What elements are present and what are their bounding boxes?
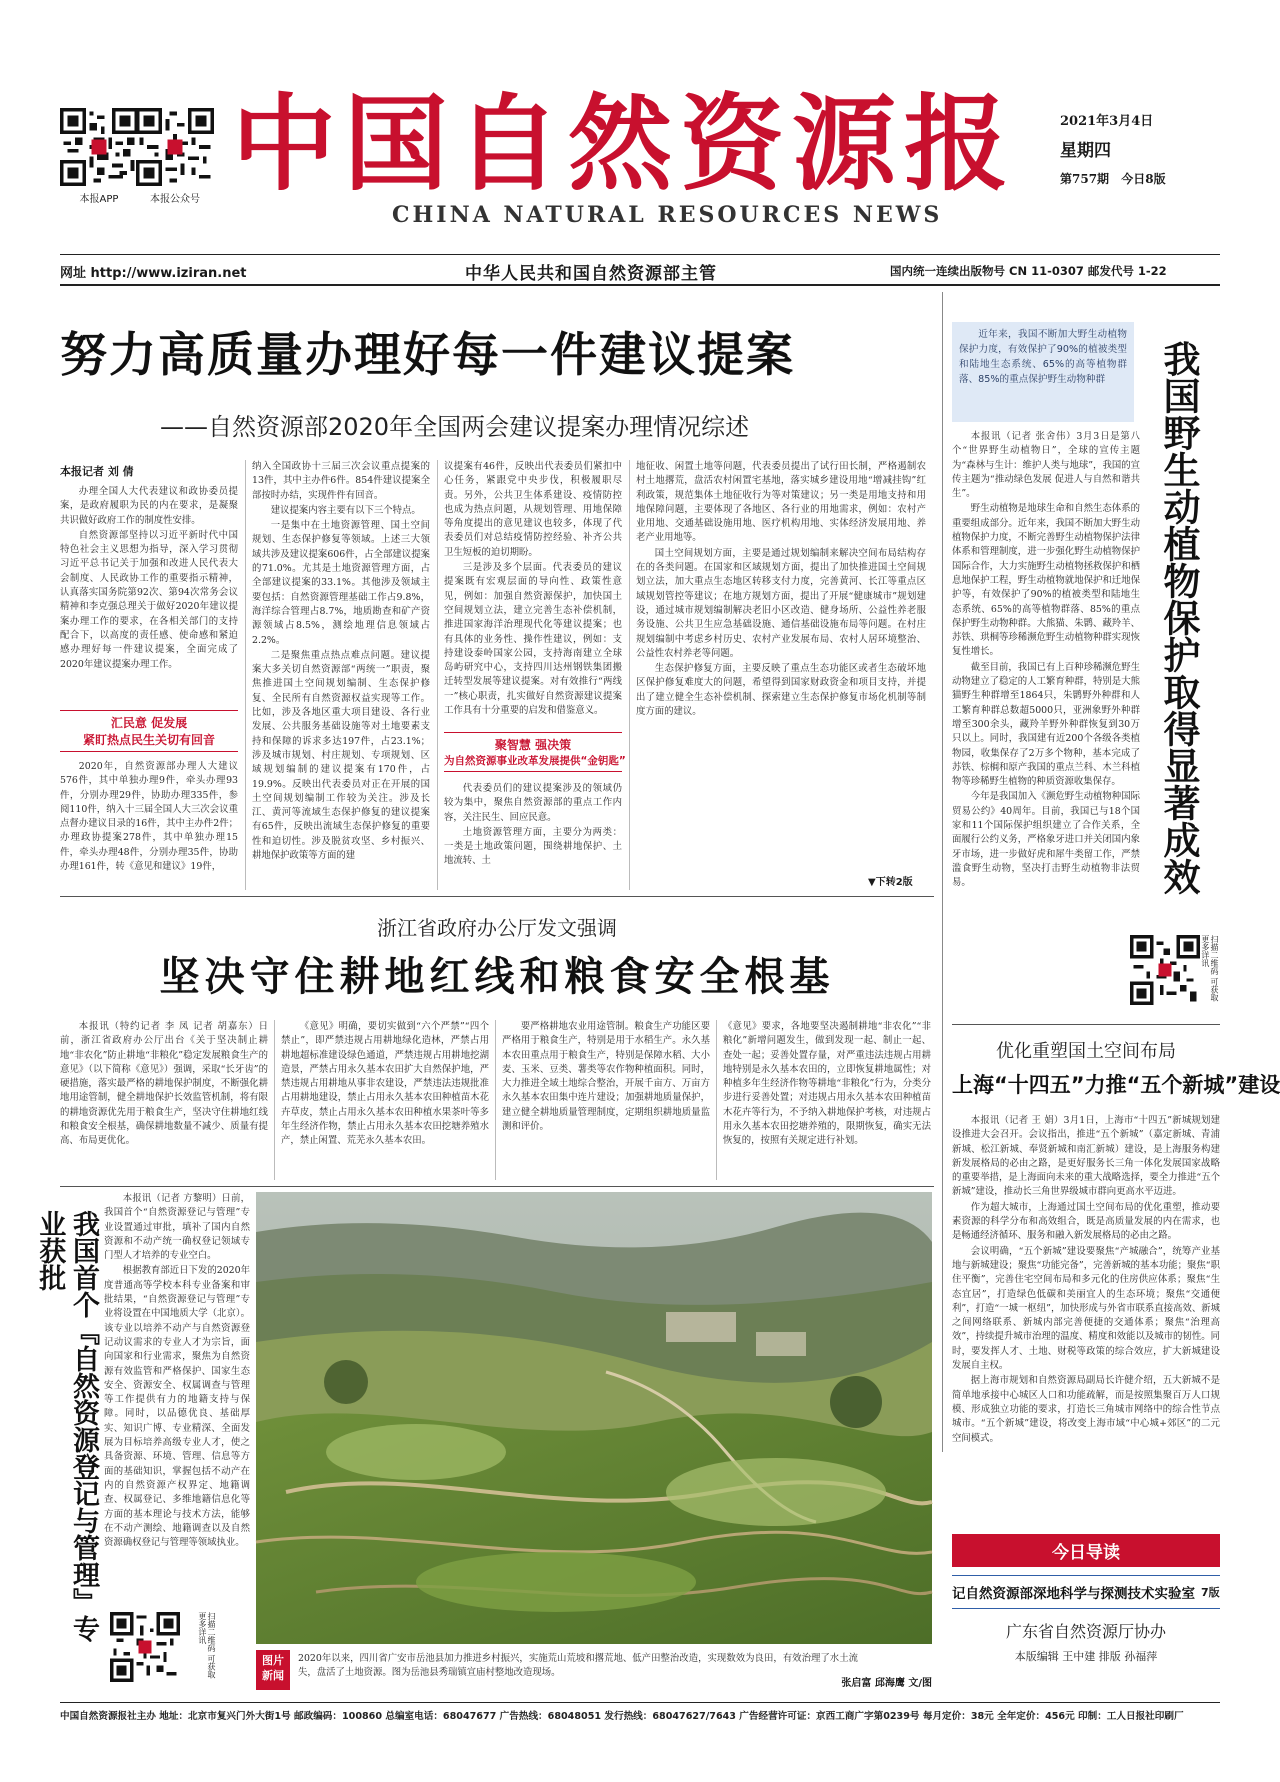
website-url[interactable]: 网址 http://www.iziran.net (60, 266, 247, 281)
shanghai-p1: 本报讯（记者 王 娟）3月1日，上海市“十四五”新城规划建设推进大会召开。会议指出，推进“五个新城”（嘉定新城、青浦新城、松江新城、奉贤新城和南汇新城）建设，是上海服务构建新发展格局的必由之路，是更好服务长三角一体化发展国家战略的重要举措，是上海面向未来的重大战略选择，要全力推进“五个新城”建设，推动长三角世界级城市群向更高水平迈进。 (952, 1115, 1220, 1198)
wildlife-p2: 野生动植物是地球生命和自然生态体系的重要组成部分。近年来，我国不断加大野生动植物保护力度，不断完善野生动植物保护法律体系和管理制度，进一步强化野生动植物保护国际合作，大力实施野生动植物拯救保护和栖息地保护工程，野生动植物就地保护和迁地保护等，有效保护了90%的植被类型和陆地生态系统、65%的高等植物群落、85%的重点保护野生动物种群。大熊猫、朱鹮、藏羚羊、苏铁、珙桐等珍稀濒危野生动植物种群实现恢复性增长。 (952, 503, 1140, 658)
farmland-col4-text: 《意见》要求，各地要坚决遏制耕地“非农化”“非粮化”新增问题发生，做到发现一起、制止一起、查处一起；妥善处置存量，对严重违法违规占用耕地特别是永久基本农田的，立即恢复耕地属性；对种植多年生经济作物等耕地“非粮化”行为，分类分步进行妥善处置；对违规占用永久基本农田种植苗木花卉等行为，不予纳入耕地保护考核，对违规占用永久基本农田挖塘养殖的，限期恢复，确实无法恢复的，按照有关规定进行补划。 (723, 1021, 931, 1147)
registration-headline: 我国首个『自然资源登记与管理』专业获批 (34, 1210, 99, 1642)
section1-heading (60, 710, 238, 752)
lead-col3 (444, 460, 622, 730)
shanghai-body (952, 1114, 1220, 1524)
lead-col3b-p2: 土地资源管理方面，主要分为两类：一类是土地政策问题，围绕耕地保护、土地流转、土 (444, 826, 622, 867)
farmland-col-rule-3 (716, 1020, 717, 1180)
supervisor: 中华人民共和国自然资源部主管 (465, 264, 717, 284)
farmland-col-rule-1 (274, 1020, 275, 1180)
masthead (0, 0, 1247, 245)
photo-news-tag: 图片新闻 (256, 1650, 290, 1690)
wildlife-p4: 今年是我国加入《濒危野生动植物种国际贸易公约》40周年。目前，我国已与18个国家和11个国际保护组织建立了合作关系，全面履行公约义务，严格象牙进口并关闭国内象牙市场，进一步做好虎和犀牛类留工作，严禁滥食野生动物，坚决打击野生动植物非法贸易。 (952, 791, 1140, 889)
lead-col4-p2: 国土空间规划方面，主要是通过规划编制来解决空间布局结构存在的各类问题。在国家和区域规划方面，提出了加快推进国土空间规划立法，加大重点生态地区转移支付力度，完善黄河、长江等重点区域规划管控等建议；在地方规划方面，提出了开展“健康城市”规划建设，通过城市规划编制解决老旧小区改造、健身场所、公益性养老服务设施、公共卫生应急基础设施、通信基础设施布局等问题。在村庄规划编制中考虑乡村历史、农村产业发展布局、农村人居环境整治、公益性农村养老等问题。 (636, 547, 926, 659)
masthead-title-en: CHINA NATURAL RESOURCES NEWS (392, 202, 943, 228)
app-qr-code[interactable] (60, 108, 138, 186)
lead-byline: 本报记者 刘 倩 (60, 465, 134, 478)
registration-qr-code[interactable] (110, 1612, 180, 1682)
right-column-rule (942, 292, 943, 1452)
today-guide-item2: 广东省自然资源厅协办 (1005, 1622, 1166, 1641)
issue-pages: 今日8版 (1121, 172, 1166, 186)
app-qr-label: 本报APP (79, 194, 119, 205)
lead-col-rule-2 (437, 460, 438, 890)
lead-col3-p1: 议提案有46件，反映出代表委员们紧扣中心任务，紧跟党中央步伐，积极履职尽责。另外，公共卫生体系建设、疫情防控也成为热点问题，从规划管理、用地保障等角度提出的意见建议也较多，体现了代表委员们对总结疫情防控经验、补齐公共卫生短板的迫切期盼。 (444, 461, 622, 558)
section2-tag: 聚智慧 强决策 (494, 738, 572, 752)
issue-date: 2021年3月4日 (1060, 114, 1154, 129)
lead-col-rule-3 (629, 460, 630, 890)
lead-col4-p1: 地征收、闲置土地等问题，代表委员提出了试行田长制，严格遏制农村土地撂荒，盘活农村闲置宅基地，落实城乡建设用地“增减挂钩”红利政策，规范集体土地征收行为等对策建议；另一类是用地支持和用地保障问题，主要体现了各地区、各行业的用地需求，例如：农村产业用地、交通基础设施用地、医疗机构用地、实体经济发展用地、养老产业用地等。 (636, 461, 926, 544)
wechat-qr-code[interactable] (136, 108, 214, 186)
guide-item1-title[interactable]: 记自然资源部深地科学与探测技术实验室 (952, 1586, 1195, 1602)
lead-col3b-p1: 代表委员们的建议提案涉及的领域仍较为集中，聚焦自然资源部的重点工作内容，关注民生、回应民意。 (444, 783, 622, 823)
shanghai-p2: 作为超大城市，上海通过国土空间布局的优化重塑，推动要素资源的科学分布和高效组合，既是高质量发展的内在需求，也是畅通经济循环、服务和融入新发展格局的必由之路。 (952, 1201, 1220, 1242)
lead-col1b (60, 760, 238, 888)
continued-notice[interactable]: ▼下转2版 (868, 877, 913, 888)
lead-col2 (252, 460, 430, 890)
section1-title: 紧盯热点民生关切有回音 (82, 733, 215, 747)
footer-rule (60, 1702, 1220, 1703)
terraced-fields-photo (256, 1192, 932, 1644)
section2-title: 为自然资源事业改革发展提供“金钥匙” (444, 755, 626, 767)
today-guide-item1[interactable] (952, 1575, 1220, 1609)
farmland-col1 (60, 1020, 268, 1180)
farmland-col1-text: 本报讯（特约记者 李 凤 记者 胡嘉东）日前，浙江省政府办公厅出台《关于坚决制止耕地“非农化”防止耕地“非粮化”稳定发展粮食生产的意见》（以下简称《意见》）强调，采取“长牙齿”的硬措施，落实最严格的耕地保护制度，不断强化耕地用途管制，健全耕地保护长效监管机制，将有限的耕地资源优先用于粮食生产，坚决守住耕地红线和粮食安全根基，确保耕地数量不减少、质量有提高、布局更优化。 (60, 1021, 268, 1147)
wildlife-p1: 本报讯（记者 张舍伟）3月3日是第八个“世界野生动植物日”，全球的宣传主题为“森林与生计：维护人类与地球”，我国的宣传主题为“推动绿色发展 促进人与自然和谐共生”。 (952, 431, 1140, 500)
lead-col2-p2: 建议提案内容主要有以下三个特点。 (270, 504, 421, 516)
shanghai-p3: 会议明确，“五个新城”建设要聚焦“产城融合”，统筹产业基地与新城建设；聚焦“功能完备”，完善新城的基本功能；聚焦“职住平衡”，完善住宅空间布局和多元化的住房供应体系；聚焦“生态宜居”，打造绿色低碳和美丽宜人的生态环境；聚焦“交通便利”，打造“一城一枢纽”，加快形成与外省市联系直接高效、新城之间网络联系、新城内部完善便捷的交通体系；聚焦“治理高效”，持续提升城市治理的温度、精度和效能以及城市的韧性。同时，要发挥人才、土地、财税等政策的综合效应，扩大新城建设发展自主权。 (952, 1245, 1220, 1372)
farmland-col3-text: 要严格耕地农业用途管制。粮食生产功能区要严格用于粮食生产，特别是用于水稻生产。永久基本农田重点用于粮食生产，特别是保障水稻、大小麦、玉米、豆类、薯类等农作物种植面积。同时，大力推进全域土地综合整治，开展千亩方、万亩方永久基本农田集中连片建设；加强耕地质量保护，建立健全耕地质量管理制度，定期组织耕地质量监测和评价。 (502, 1021, 710, 1133)
shanghai-p4: 据上海市规划和自然资源局副局长许健介绍，五大新城不是简单地承接中心城区人口和功能疏解，而是按照集聚百万人口规模、形成独立功能的要求，打造长三角城市网络中的综合性节点城市。“五个新城”建设，将改变上海市域“中心城+郊区”的二元空间模式。 (952, 1375, 1220, 1444)
photo-caption: 2020年以来，四川省广安市岳池县加力推进乡村振兴，实施荒山荒坡和撂荒地、低产田整治改造，实现数效为良田，有效治理了水土流失，盘活了土地资源。图为岳池县秀瑞镇宣庙村整地改造现场。 (298, 1653, 858, 1679)
farmland-rule-top (60, 896, 934, 897)
farmland-col4 (723, 1020, 931, 1180)
farmland-kicker: 浙江省政府办公厅发文强调 (377, 916, 617, 940)
farmland-col2 (281, 1020, 489, 1180)
farmland-rule-bottom (60, 1186, 934, 1187)
wildlife-p3: 截至目前，我国已有上百种珍稀濒危野生动物建立了稳定的人工繁育种群，特别是大熊猫野生种群增至1864只，朱鹮野外种群和人工繁育种群总数超5000只，亚洲象野外种群增至300余头，藏羚羊野外种群恢复到30万只以上。同时，我国建有近200个各级各类植物园，收集保存了2万多个物种，基本完成了苏铁、棕榈和原产我国的重点兰科、木兰科植物等珍稀野生植物的种质资源收集保存。 (952, 661, 1140, 788)
news-photo (256, 1192, 932, 1644)
farmland-col2-text: 《意见》明确，要切实做到“六个严禁”“四个禁止”，即严禁违规占用耕地绿化造林，严禁占用耕地超标准建设绿色通道，严禁违规占用耕地挖湖造景，严禁占用永久基本农田扩大自然保护地，严禁违规占用耕地从事非农建设，严禁违法违规批准占用耕地建设，禁止占用永久基本农田种植苗木花卉草皮，禁止占用永久基本农田种植水果茶叶等多年生经济作物，禁止占用永久基本农田挖塘养殖水产，禁止闲置、荒芜永久基本农田。 (281, 1021, 489, 1147)
lead-col4-p3: 生态保护修复方面，主要反映了重点生态功能区或者生态破坏地区保护修复难度大的问题，希望得到国家财政资金和项目支持，并提出了建立健全生态补偿机制、探索建立生态保护修复市场化机制等制度方面的建议。 (636, 663, 926, 718)
lead-col3-p2: 三是涉及多个层面。代表委员的建议提案既有宏观层面的导向性、政策性意见，例如：加强自然资源保护，加快国土空间规划立法，建立完善生态补偿机制，推进国家海洋治理现代化等建议提案；也有具体的业务性、操作性建议，例如：支持建设泰岭国家公园，支持海南建立全球岛屿研究中心，支持四川达州钢铁集团搬迁转型发展等建议提案。对有效推行“两线一”核心职责，扎实做好自然资源建议提案工作具有十分重要的启发和借鉴意义。 (444, 562, 622, 717)
wildlife-lead-box (952, 322, 1134, 422)
lead-col2-p4: 二是聚焦重点热点难点问题。建议提案大多关切自然资源部“两统一”职责，聚焦推进国土空间规划编制、生态保护修复、全民所有自然资源权益实现等工作。比如，涉及各地区重大项目建设、各行业发展、公共服务基础设施等对土地要素支持和保障的诉求多达197件，占23.1%；涉及城市规划、村庄规划、专项规划、区域规划编制的建议提案有170件，占19.9%。反映出代表委员对正在开展的国土空间规划编制工作较为关注。涉及长江、黄河等流域生态保护修复的建议提案有65件，反映出流域生态保护修复的重要性和迫切性。涉及脱贫攻坚、乡村振兴、耕地保护政策等方面的建 (252, 649, 430, 862)
lead-col4 (636, 460, 926, 868)
lead-headline: 努力高质量办理好每一件建议提案 (60, 328, 795, 383)
masthead-title: 中国自然资源报 (232, 82, 1017, 205)
registration-body (104, 1192, 250, 1602)
lead-col1 (60, 485, 238, 705)
wildlife-headline: 我国野生动植物保护取得显著成效 (1157, 340, 1200, 895)
shanghai-headline: 上海“十四五”力推“五个新城”建设 (952, 1073, 1280, 1097)
lead-subhead: ——自然资源部2020年全国两会建议提案办理情况综述 (160, 413, 750, 441)
wechat-qr-label: 本报公众号 (150, 194, 200, 205)
lead-col1-p1: 办理全国人大代表建议和政协委员提案，是政府履职为民的内在要求，是凝聚共识做好政府工作的制度性安排。 (60, 486, 238, 526)
registration-p1: 本报讯（记者 方黎明）日前，我国首个“自然资源登记与管理”专业设置通过审批，填补了国内自然资源和不动产统一确权登记领域专门型人才培养的专业空白。 (104, 1193, 250, 1262)
serial-number: 国内统一连续出版物号 CN 11-0307 邮发代号 1-22 (890, 264, 1167, 278)
page-credits: 本版编辑 王中建 排版 孙福萍 (1014, 1650, 1158, 1663)
shanghai-rule-top (952, 1024, 1220, 1025)
issue-number-value: 第757期 (1060, 172, 1110, 186)
masthead-rule-bottom (60, 284, 1220, 286)
lead-col1-p2: 自然资源部坚持以习近平新时代中国特色社会主义思想为指导，深入学习贯彻习近平总书记关于加强和改进人民代表大会制度、人民政协工作的重要指示精神，认真落实国务院第92次、第94次常务会议精神和李克强总理关于做好2020年建议提案办理工作的要求，在各相关部门的支持配合下，以高度的责任感、使命感和紧迫感办理好每一件建议提案，全面完成了2020年建议提案办理工作。 (60, 529, 238, 670)
masthead-rule-top (60, 254, 1220, 255)
today-guide (952, 1534, 1220, 1694)
farmland-headline: 坚决守住耕地红线和粮食安全根基 (159, 954, 835, 1000)
issue-number (1060, 170, 1166, 187)
farmland-col3 (502, 1020, 710, 1180)
wildlife-qr-label: 扫描二维码 可获取更多详讯 (1200, 935, 1219, 1002)
farmland-col-rule-2 (495, 1020, 496, 1180)
lead-col2-p3: 一是集中在土地资源管理、国土空间规划、生态保护修复等领域。上述三大领域共涉及建议提案606件，占全部建议提案的71.0%。尤其是土地资源管理方面，占全部建议提案的33.1%。其他涉及领域主要包括：自然资源管理基础工作占9.8%，海洋综合管理占8.7%，地质勘查和矿产资源领域占8.5%，测绘地理信息领域占2.2%。 (252, 520, 430, 646)
shanghai-kicker: 优化重塑国土空间布局 (996, 1041, 1176, 1062)
lead-col-rule-1 (245, 460, 246, 890)
section1-tag: 汇民意 促发展 (110, 716, 188, 730)
wildlife-qr-code[interactable] (1130, 935, 1200, 1005)
registration-qr-label: 扫描二维码 可获取更多详讯 (197, 1612, 216, 1679)
issue-weekday: 星期四 (1060, 141, 1111, 161)
guide-item1-page: 7版 (1201, 1586, 1220, 1599)
footer-info: 中国自然资源报社主办 地址：北京市复兴门外大街1号 邮政编码：100860 总编室电话：68047677 广告热线：68048051 发行热线：68047627/7643 广告经营许可证：京西工商广字第0239号 每月定价：38元 全年定价：456元 印制：工人日报社印刷厂 (60, 1711, 1184, 1722)
wildlife-lead-text: 近年来，我国不断加大野生动植物保护力度，有效保护了90%的植被类型和陆地生态系统、65%的高等植物群落、85%的重点保护野生动物种群 (959, 329, 1127, 385)
lead-col1b-p1: 2020年，自然资源部办理人大建议576件，其中单独办理9件，牵头办理93件，分别办理29件，协助办理335件，参阅110件，纳入十三届全国人大三次会议重点督办建议目录的16件，其中主办件2件；办理政协提案278件，其中单独办理15件，牵头办理48件，分别办理35件，协助办理161件，转《意见和建议》19件， (60, 761, 238, 873)
today-guide-label: 今日导读 (952, 1534, 1220, 1567)
registration-p2: 根据教育部近日下发的2020年度普通高等学校本科专业备案和审批结果，“自然资源登记与管理”专业将设置在中国地质大学（北京）。该专业以培养不动产与自然资源登记动议需求的专业人才为宗旨，面向国家和行业需求，聚焦为自然资源有效监管和严格保护、国家生态安全、资源安全、权属调查与管理等工作提供有力的地籍支持与保障。同时，以品德优良、基础厚实、知识广博、专业精深、全面发展为目标培养高级专业人才，使之具备资源、环境、管理、信息等方面的基础知识，掌握包括不动产在内的自然资源产权界定、地籍调查、权属登记、多维地籍信息化等方面的基本理论与技术方法，能够在不动产测绘、地籍调查以及自然资源确权登记与管理等领域执业。 (104, 1265, 250, 1549)
lead-col2-p1: 纳入全国政协十三届三次会议重点提案的13件，其中主办件6件。854件建议提案全部按时办结，实现件件有回音。 (252, 461, 430, 501)
wildlife-body (952, 430, 1140, 1016)
lead-col3b (444, 782, 622, 890)
section2-heading (444, 732, 626, 772)
photo-credit: 张启富 邱海鹰 文/图 (841, 1678, 932, 1689)
